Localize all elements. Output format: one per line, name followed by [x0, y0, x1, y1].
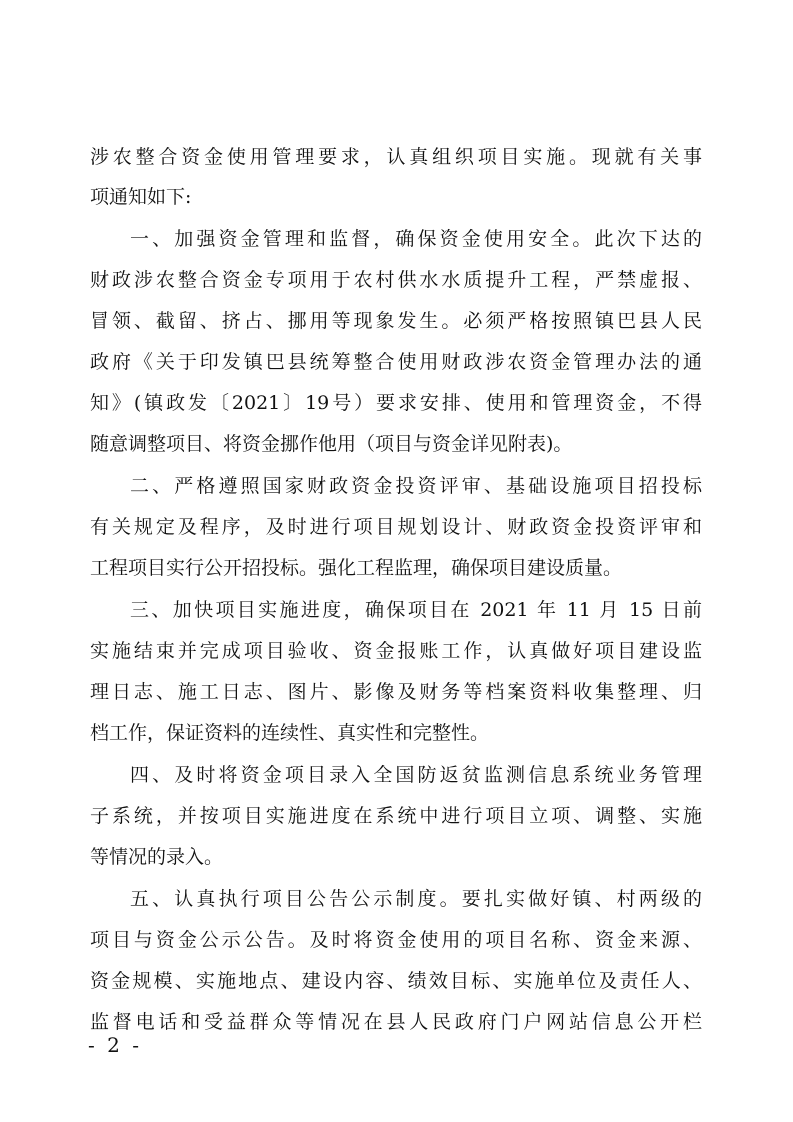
- text-line: 资金规模、实施地点、建设内容、绩效目标、实施单位及责任人、: [90, 970, 702, 992]
- text-line: 项通知如下:: [90, 186, 192, 208]
- text-line: 档工作，保证资料的连续性、真实性和完整性。: [90, 722, 490, 744]
- text-line: 五、认真执行项目公告公示制度。要扎实做好镇、村两级的: [130, 888, 702, 910]
- text-line: 有关规定及程序，及时进行项目规划设计、财政资金投资评审和: [90, 516, 702, 538]
- text-line: 政府《关于印发镇巴县统筹整合使用财政涉农资金管理办法的通: [90, 351, 702, 373]
- text-line: 子系统，并按项目实施进度在系统中进行项目立项、调整、实施: [90, 805, 702, 827]
- text-line: 三、加快项目实施进度，确保项目在 2021 年 11 月 15 日前: [130, 599, 702, 621]
- text-line: 理日志、施工日志、图片、影像及财务等档案资料收集整理、归: [90, 681, 702, 703]
- text-line: 随意调整项目、将资金挪作他用（项目与资金详见附表)。: [90, 433, 573, 455]
- text-line: 冒领、截留、挤占、挪用等现象发生。必须严格按照镇巴县人民: [90, 310, 702, 332]
- text-line: 工程项目实行公开招投标。强化工程监理，确保项目建设质量。: [90, 557, 623, 579]
- text-line: 知》(镇政发〔2021〕19号）要求安排、使用和管理资金，不得: [90, 392, 702, 414]
- text-line: 财政涉农整合资金专项用于农村供水水质提升工程，严禁虚报、: [90, 269, 702, 291]
- text-line: 项目与资金公示公告。及时将资金使用的项目名称、资金来源、: [90, 929, 702, 951]
- text-line: 四、及时将资金项目录入全国防返贫监测信息系统业务管理: [130, 764, 702, 786]
- text-line: 实施结束并完成项目验收、资金报账工作，认真做好项目建设监: [90, 640, 702, 662]
- text-line: 涉农整合资金使用管理要求，认真组织项目实施。现就有关事: [90, 146, 702, 168]
- text-line: 一、加强资金管理和监督，确保资金使用安全。此次下达的: [130, 228, 702, 250]
- page-number: - 2 -: [88, 1033, 142, 1057]
- text-line: 监督电话和受益群众等情况在县人民政府门户网站信息公开栏: [90, 1011, 702, 1033]
- text-line: 二、严格遵照国家财政资金投资评审、基础设施项目招投标: [130, 475, 702, 497]
- text-line: 等情况的录入。: [90, 846, 224, 868]
